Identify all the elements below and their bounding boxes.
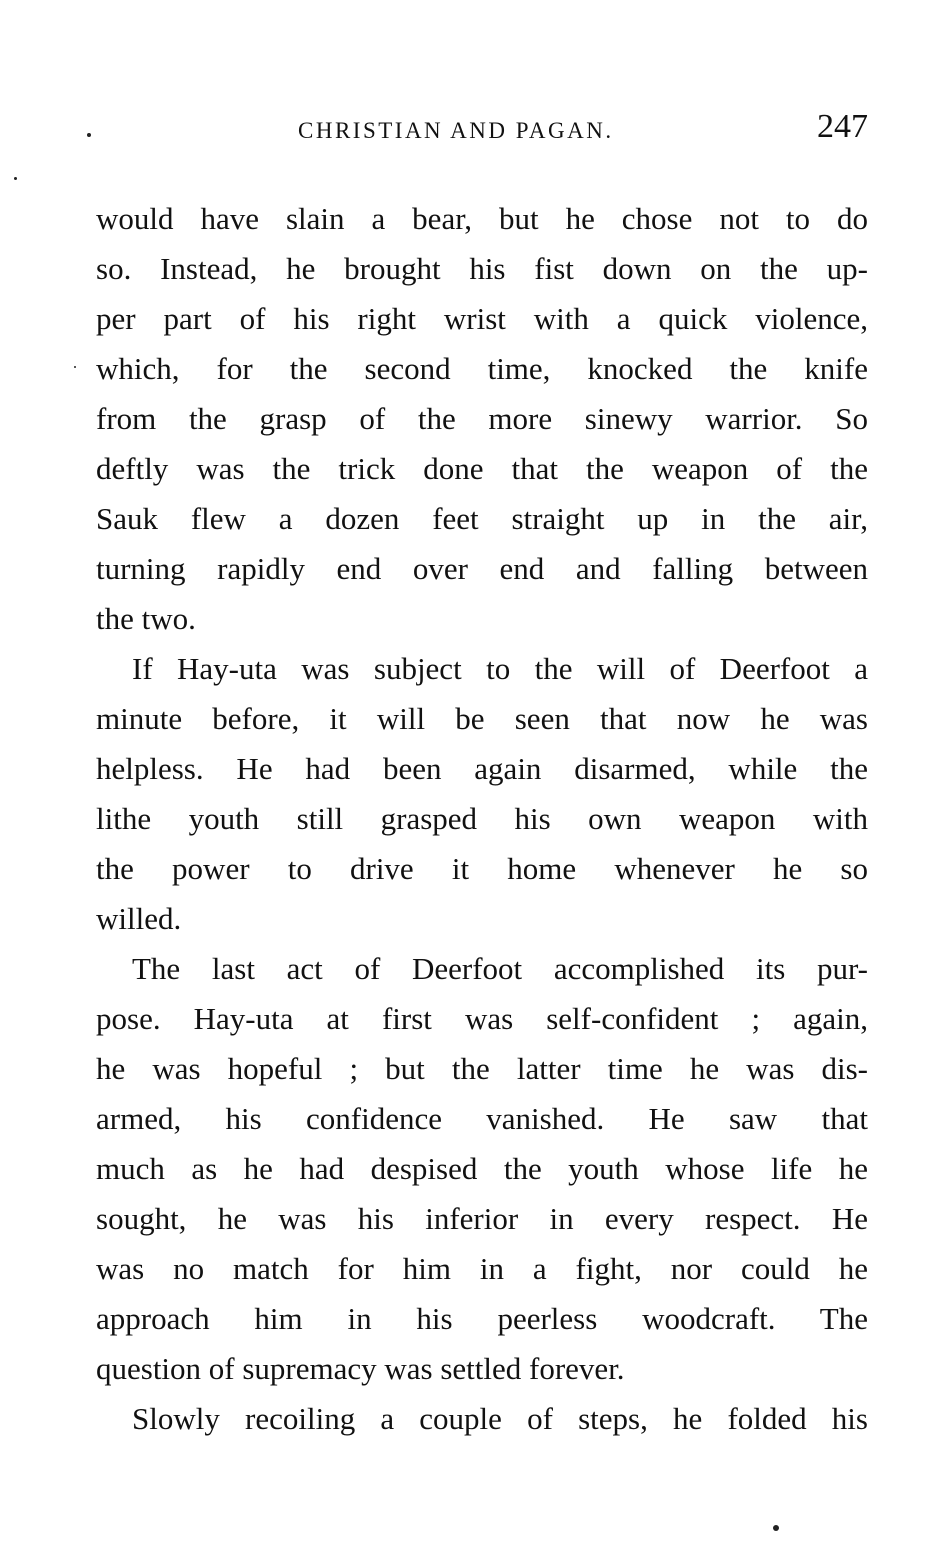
paragraph-first-line: If Hay-uta was subject to the will of Deerfoot a bbox=[132, 651, 868, 686]
text-line: lithe youth still grasped his own weapon with bbox=[96, 801, 868, 836]
print-speck bbox=[14, 177, 17, 180]
text-line: sought, he was his inferior in every respect. He bbox=[96, 1201, 868, 1236]
text-line: Sauk flew a dozen feet straight up in the air, bbox=[96, 501, 868, 536]
text-line: willed. bbox=[96, 901, 182, 936]
text-line: question of supremacy was settled forever. bbox=[96, 1351, 625, 1386]
text-line: turning rapidly end over end and falling between bbox=[96, 551, 868, 586]
text-line: would have slain a bear, but he chose not to do bbox=[96, 201, 868, 236]
text-line: which, for the second time, knocked the knife bbox=[96, 351, 868, 386]
text-line: the power to drive it home whenever he so bbox=[96, 851, 868, 886]
text-line: helpless. He had been again disarmed, while the bbox=[96, 751, 868, 786]
page-header bbox=[96, 108, 868, 158]
print-speck bbox=[74, 366, 76, 368]
paragraph-first-line: The last act of Deerfoot accomplished its pur- bbox=[132, 951, 868, 986]
text-line: from the grasp of the more sinewy warrior. So bbox=[96, 401, 868, 436]
text-line: approach him in his peerless woodcraft. The bbox=[96, 1301, 868, 1336]
running-title: CHRISTIAN AND PAGAN. bbox=[298, 118, 614, 143]
text-line: deftly was the trick done that the weapon of the bbox=[96, 451, 868, 486]
text-line: minute before, it will be seen that now he was bbox=[96, 701, 868, 736]
text-line: much as he had despised the youth whose life he bbox=[96, 1151, 868, 1186]
body-text bbox=[96, 194, 868, 1444]
print-speck bbox=[87, 133, 91, 137]
text-line: the two. bbox=[96, 601, 196, 636]
paragraph-first-line: Slowly recoiling a couple of steps, he folded his bbox=[132, 1401, 868, 1436]
text-line: was no match for him in a fight, nor could he bbox=[96, 1251, 868, 1286]
page-number: 247 bbox=[817, 108, 868, 145]
text-line: so. Instead, he brought his fist down on the up- bbox=[96, 251, 868, 286]
text-line: per part of his right wrist with a quick violence, bbox=[96, 301, 868, 336]
text-line: he was hopeful ; but the latter time he was dis- bbox=[96, 1051, 868, 1086]
text-line: pose. Hay-uta at first was self-confident ; again, bbox=[96, 1001, 868, 1036]
text-line: armed, his confidence vanished. He saw that bbox=[96, 1101, 868, 1136]
print-speck bbox=[773, 1525, 779, 1531]
